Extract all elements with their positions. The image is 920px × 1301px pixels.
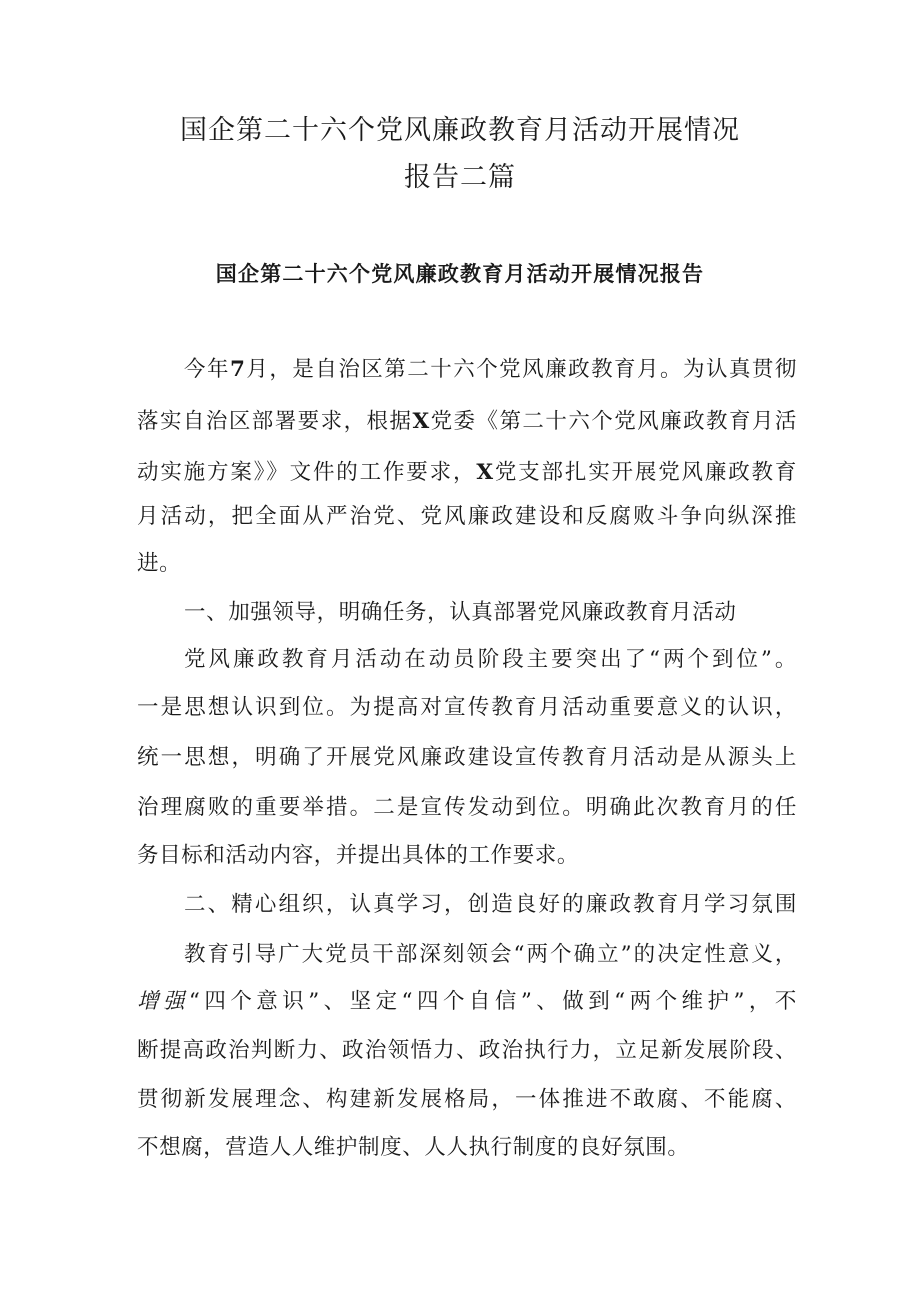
report-subtitle: 国企第二十六个党风廉政教育月活动开展情况报告 — [215, 261, 705, 286]
section-heading-1: 一、加强领导，明确任务，认真部署党风廉政教育月活动 — [184, 600, 737, 625]
paragraph-1-line-1 — [184, 352, 797, 388]
text: “四个意识”、坚定“四个自信”、做到“两个维护”，不 — [188, 989, 797, 1014]
paragraph-2-line-4: 治理腐败的重要举措。二是宣传发动到位。明确此次教育月的任 — [137, 795, 797, 820]
paragraph-1-line-2 — [137, 404, 797, 440]
placeholder-x: X — [476, 460, 494, 485]
paragraph-3-line-3: 断提高政治判断力、政治领悟力、政治执行力，立足新发展阶段、 — [137, 1038, 797, 1063]
text: 党支部扎实开展党风廉政教育 — [493, 460, 797, 485]
paragraph-3-line-2 — [137, 984, 797, 1020]
paragraph-2-line-5: 务目标和活动内容，并提出具体的工作要求。 — [137, 843, 580, 868]
paragraph-2-line-1: 党风廉政教育月活动在动员阶段主要突出了“两个到位”。 — [184, 647, 797, 672]
paragraph-3-line-1: 教育引导广大党员干部深刻领会“两个确立”的决定性意义， — [184, 942, 797, 967]
text: 党委《第二十六个党风廉政教育月活 — [429, 409, 798, 434]
placeholder-x: X — [412, 409, 430, 434]
text: 月，是自治区第二十六个党风廉政教育月。为认真贯彻 — [245, 357, 798, 382]
paragraph-1-line-5: 进。 — [137, 551, 182, 576]
paragraph-2-line-2: 一是思想认识到位。为提高对宣传教育月活动重要意义的认识， — [137, 695, 797, 720]
document-title-line-1: 国企第二十六个党风廉政教育月活动开展情况 — [180, 115, 740, 146]
paragraph-1-line-3 — [137, 455, 797, 491]
text: 动实施方案》》文件的工作要求， — [137, 460, 477, 485]
text: 今年 — [184, 357, 230, 382]
paragraph-3-line-5: 不想腐，营造人人维护制度、人人执行制度的良好氛围。 — [137, 1135, 690, 1160]
section-heading-2: 二、精心组织，认真学习，创造良好的廉政教育月学习氛围 — [184, 892, 797, 917]
paragraph-1-line-4: 月活动，把全面从严治党、党风廉政建设和反腐败斗争向纵深推 — [137, 504, 797, 529]
paragraph-2-line-3: 统一思想，明确了开展党风廉政建设宣传教育月活动是从源头上 — [137, 745, 797, 770]
document-title-line-2: 报告二篇 — [404, 162, 516, 193]
paragraph-3-line-4: 贯彻新发展理念、构建新发展格局，一体推进不敢腐、不能腐、 — [137, 1087, 797, 1112]
month-number: 7 — [229, 357, 246, 382]
text: 落实自治区部署要求，根据 — [137, 409, 413, 434]
text-emphasis: 增强 — [137, 989, 189, 1014]
